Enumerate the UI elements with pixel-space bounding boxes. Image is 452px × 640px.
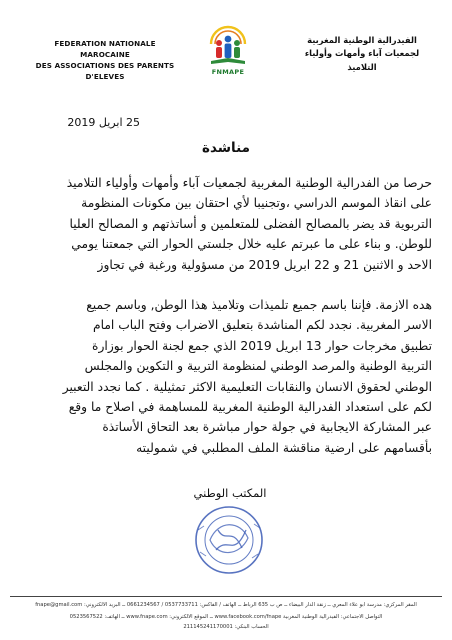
paragraph-line: بأقسامهم على ارضية مناقشة الملف المطلبي في شموليته [136,440,432,455]
paragraph-line: عبر المشاركة الايجابية في جولة حوار مباشرة بعد التحاق الأساتذة [102,420,432,435]
footer-divider [10,596,442,597]
org-name-fr-line1: FEDERATION NATIONALE MAROCAINE [54,39,156,60]
body-paragraph-2 [22,295,432,458]
paragraph-line: حرصا من الفدرالية الوطنية المغربية لجمعيات آباء وأمهات وأولياء التلاميذ [66,176,432,190]
paragraph-line: هده الازمة. فإننا باسم جميع تلميذات وتلاميذ هذا الوطن, وباسم جميع [86,298,432,312]
paragraph-line: على انقاذ الموسم الدراسي ،وتجنيبا لأي احتقان بين مكونات المنظومة [81,196,432,211]
letter-date: 25 ابريل 2019 [67,116,140,129]
paragraph-line: الاحد و الاثنين 21 و 22 ابريل 2019 من مسؤولية ورغبة في تجاوز [97,257,432,272]
organization-name-french [30,38,180,83]
letter-title: مناشدة [202,140,250,156]
body-paragraph-1 [22,173,432,275]
paragraph-line: الاسر المغربية. نجدد لكم المناشدة بتعليق الاضراب وفتح الباب امام [92,318,432,333]
official-stamp-icon [188,500,270,578]
paragraph-line: التربوية قد يضر بالمصالح الفضلى للمتعلمين و أساتذتهم و المصالح العليا [69,216,432,231]
paragraph-line: لكم على استعداد الفدرالية الوطنية المغربية للمساهمة في اصلاح ما وقع [68,400,432,415]
org-name-fr-line2: DES ASSOCIATIONS DES PARENTS D'ELEVES [35,61,175,82]
paragraph-line: للوطن. و بناء على ما عبرتم عليه خلال جلستي الحوار التي جمعتنا يومي [71,237,432,252]
footer [10,596,442,636]
signature-title: المكتب الوطني [193,486,267,500]
footer-bank-line: الحساب البنكي: 211145241170001 [183,624,269,630]
organization-logo [203,22,253,78]
paragraph-line: تطبيق مخرجات حوار 13 ابريل 2019 الذي جمع لجنة الحوار بوزارة [92,338,432,353]
logo-text: FNMAPE [211,68,245,76]
org-name-ar-line2: لجمعيات آباء وأمهات وأولياء التلاميذ [304,48,420,72]
paragraph-line: الوطني لحقوق الانسان والنقابات التعليمية الاكثر تمثيلية . كما نجدد التعبير [62,379,432,394]
letterhead [0,0,452,92]
organization-name-arabic [292,34,432,74]
paragraph-line: التربية الوطنية والمرصد الوطني لمنظومة التربية و التكوين والمجلس [84,359,432,374]
org-name-ar-line1: الفيدرالية الوطنية المغربية [307,35,417,45]
footer-address-line: المقر المركزي: مدرسة أبو علاء المعري ــ زنقة الدار البيضاء ــ ص ب 635 الرباط ــ الهاتف / الفاكس: 0537733711 / 0661234567 ــ البريد الالكتروني: fnape@gmail.com [35,602,417,608]
footer-contact-line: التواصل الاجتماعي: الفيدرالية الوطنية المغربية www.facebook.com/fnape ــ الموقع الالكتروني: www.fnape.com ــ الهاتف: 0523567522 [69,614,383,620]
family-figures-icon [203,22,253,68]
